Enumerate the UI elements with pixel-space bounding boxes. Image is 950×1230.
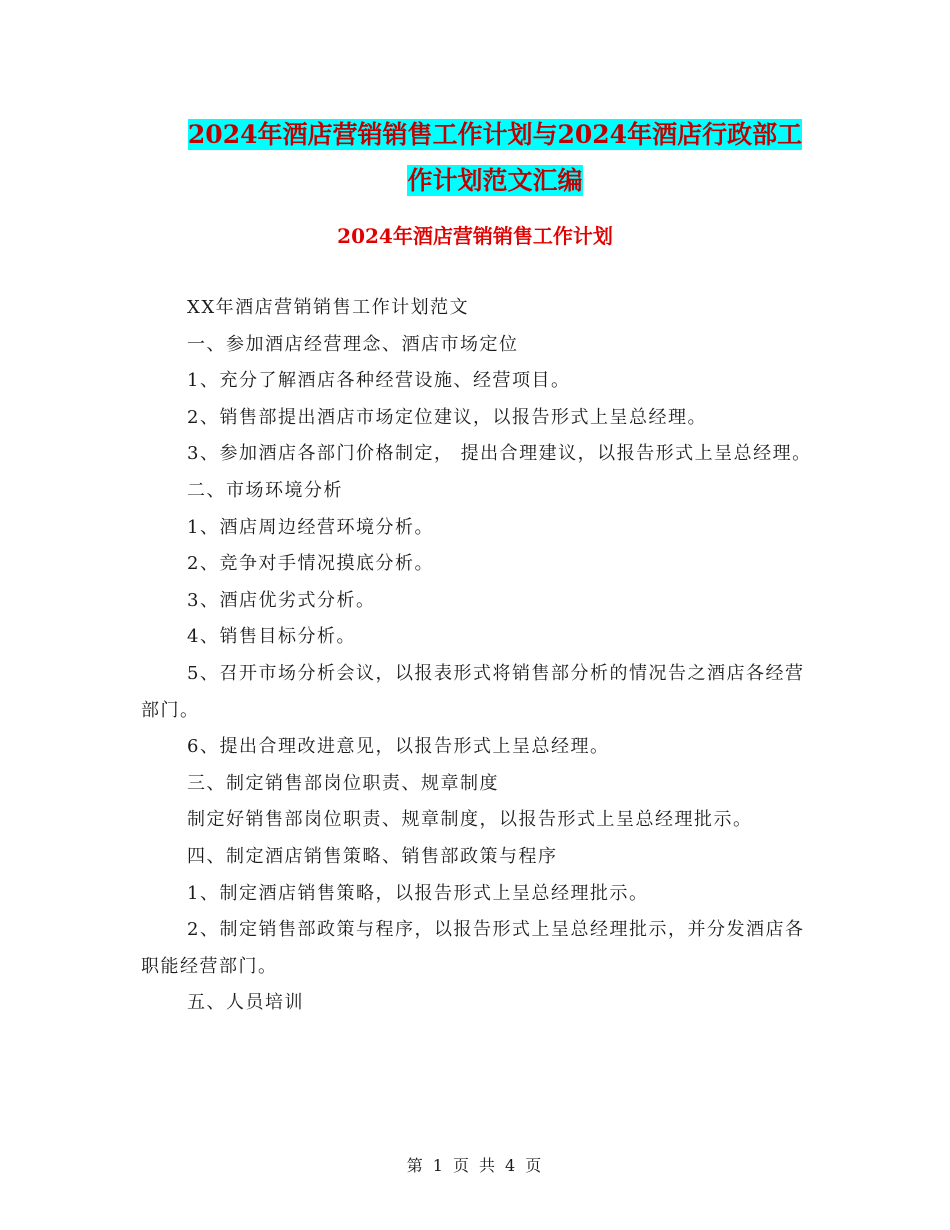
paragraph: 2、竞争对手情况摸底分析。: [187, 553, 434, 575]
footer-prefix: 第: [406, 1156, 425, 1175]
paragraph: 3、参加酒店各部门价格制定， 提出合理建议，以报告形式上呈总经理。: [187, 443, 812, 465]
footer-total-prefix: 共: [479, 1156, 498, 1175]
paragraph: 3、酒店优劣式分析。: [187, 589, 376, 611]
paragraph: 四、制定酒店销售策略、销售部政策与程序: [187, 845, 558, 867]
paragraph: 2、销售部提出酒店市场定位建议，以报告形式上呈总经理。: [187, 406, 707, 428]
footer-page-current: 1: [432, 1156, 445, 1175]
paragraph: 2、制定销售部政策与程序，以报告形式上呈总经理批示，并分发酒店各职能经营部门。: [141, 919, 805, 977]
paragraph: 4、销售目标分析。: [187, 626, 356, 648]
paragraph: XX年酒店营销销售工作计划范文: [187, 297, 470, 318]
paragraph: 二、市场环境分析: [187, 479, 343, 501]
document-title-line1: 2024年酒店营销销售工作计划与2024年酒店行政部工: [187, 120, 803, 149]
paragraph: 1、制定酒店销售策略，以报告形式上呈总经理批示。: [187, 882, 649, 904]
footer-page-total: 4: [505, 1156, 518, 1175]
document-body: [141, 290, 813, 1022]
paragraph: 制定好销售部岗位职责、规章制度，以报告形式上呈总经理批示。: [187, 809, 753, 831]
paragraph: 一、参加酒店经营理念、酒店市场定位: [187, 333, 519, 355]
paragraph: 5、召开市场分析会议，以报表形式将销售部分析的情况告之酒店各经营部门。: [141, 662, 805, 721]
section-title: 2024年酒店营销销售工作计划: [337, 224, 613, 248]
page-footer: [0, 1153, 950, 1176]
paragraph: 1、充分了解酒店各种经营设施、经营项目。: [187, 370, 571, 392]
paragraph: 五、人员培训: [187, 992, 304, 1014]
document-title-line2: 作计划范文汇编: [407, 166, 583, 195]
footer-mid: 页: [452, 1156, 471, 1175]
paragraph: 6、提出合理改进意见，以报告形式上呈总经理。: [187, 736, 610, 758]
paragraph: 三、制定销售部岗位职责、规章制度: [187, 772, 499, 794]
footer-suffix: 页: [525, 1156, 544, 1175]
document-title: [140, 112, 850, 204]
paragraph: 1、酒店周边经营环境分析。: [187, 516, 434, 538]
